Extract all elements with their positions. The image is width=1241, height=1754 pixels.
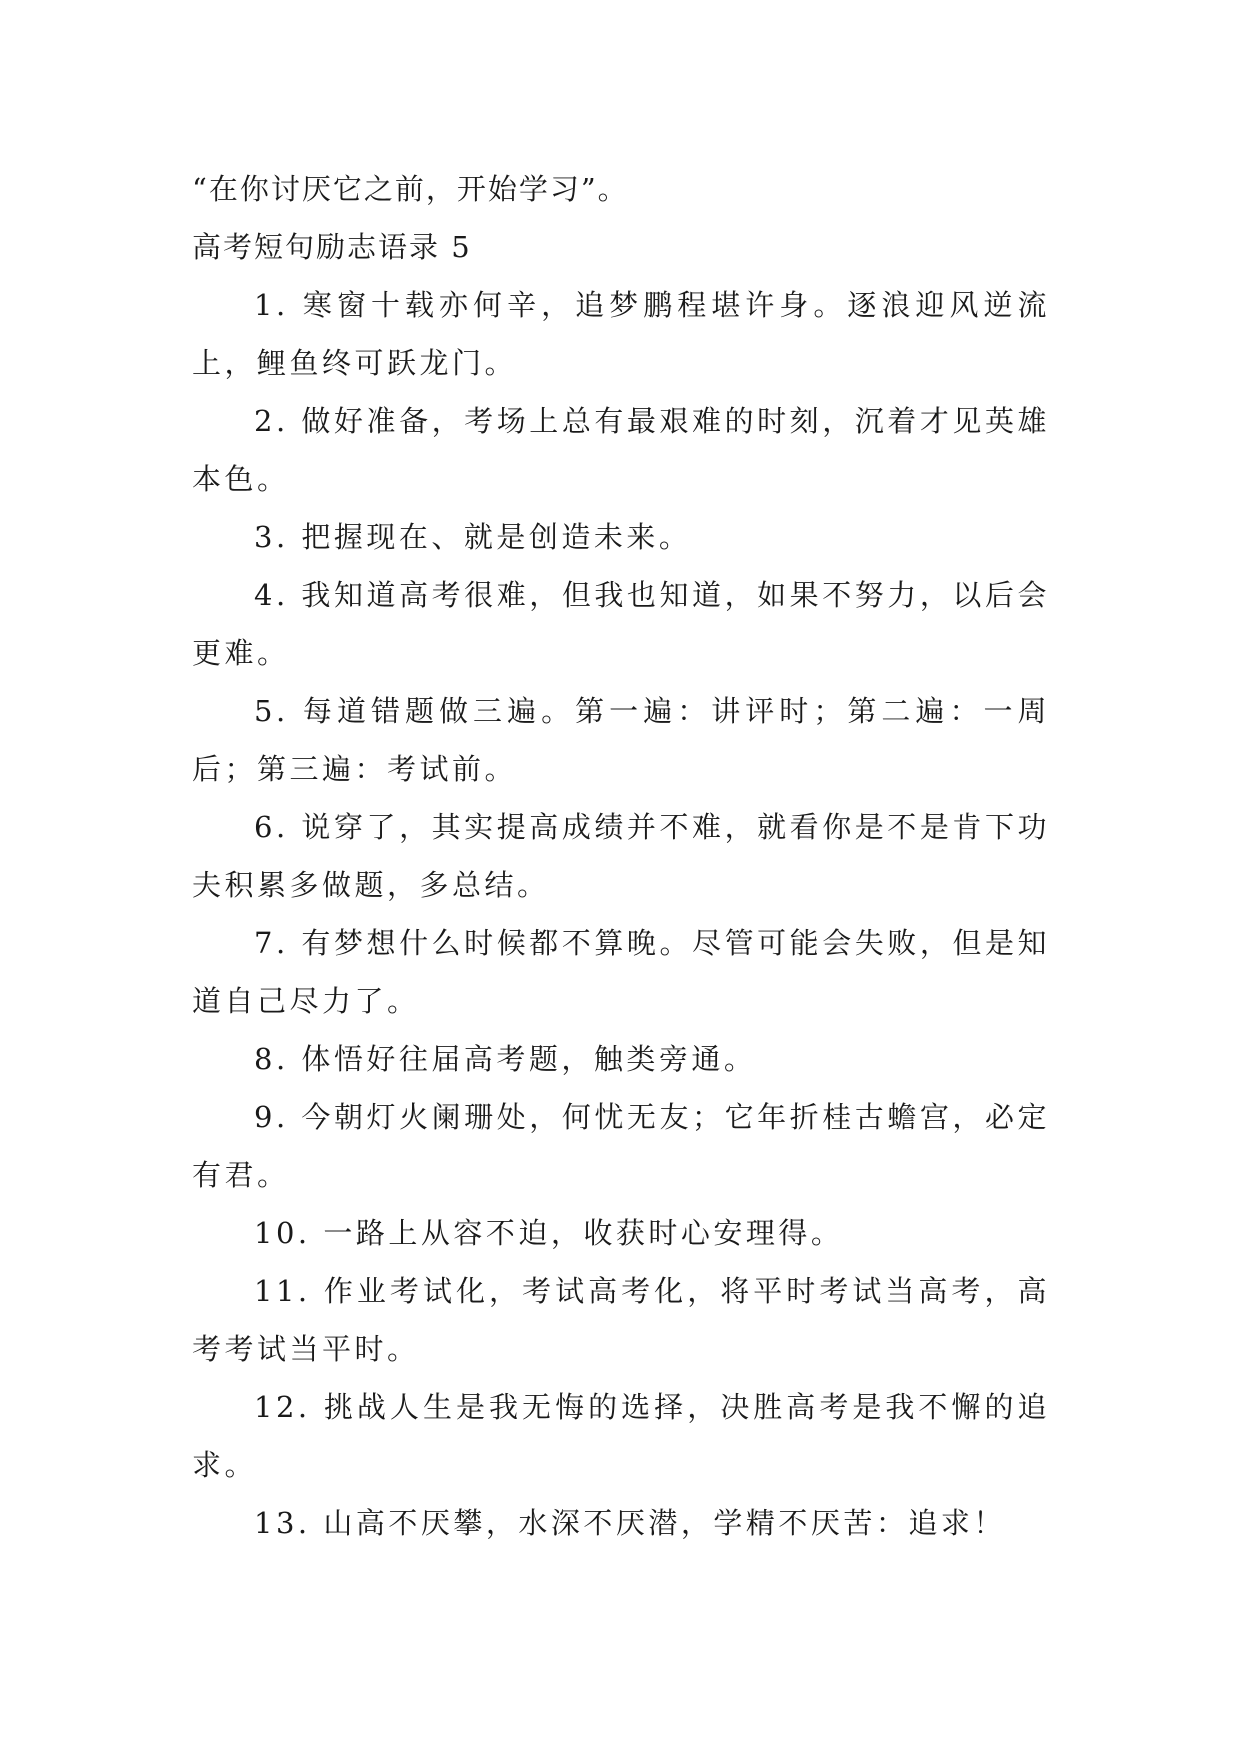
list-item: 2. 做好准备，考场上总有最艰难的时刻，沉着才见英雄本色。 bbox=[192, 404, 1050, 496]
list-item: 6. 说穿了，其实提高成绩并不难，就看你是不是肯下功夫积累多做题，多总结。 bbox=[192, 810, 1050, 902]
list-item: 8. 体悟好往届高考题，触类旁通。 bbox=[254, 1042, 757, 1076]
list-item: 1. 寒窗十载亦何辛，追梦鹏程堪许身。逐浪迎风逆流上，鲤鱼终可跃龙门。 bbox=[192, 288, 1050, 380]
opening-line: “在你讨厌它之前，开始学习”。 bbox=[192, 172, 629, 206]
list-item: 11. 作业考试化，考试高考化，将平时考试当高考，高考考试当平时。 bbox=[192, 1274, 1050, 1366]
list-item: 12. 挑战人生是我无悔的选择，决胜高考是我不懈的追求。 bbox=[192, 1390, 1050, 1482]
list-item: 9. 今朝灯火阑珊处，何忧无友；它年折桂古蟾宫，必定有君。 bbox=[192, 1100, 1050, 1192]
list-item: 10. 一路上从容不迫，收获时心安理得。 bbox=[254, 1216, 844, 1250]
section-title: 高考短句励志语录 5 bbox=[192, 230, 472, 264]
list-item: 3. 把握现在、就是创造未来。 bbox=[254, 520, 692, 554]
list-item: 7. 有梦想什么时候都不算晚。尽管可能会失败，但是知道自己尽力了。 bbox=[192, 926, 1050, 1018]
list-item: 13. 山高不厌攀，水深不厌潜，学精不厌苦：追求！ bbox=[254, 1506, 1006, 1540]
list-item: 5. 每道错题做三遍。第一遍：讲评时；第二遍：一周后；第三遍：考试前。 bbox=[192, 694, 1050, 786]
list-item: 4. 我知道高考很难，但我也知道，如果不努力，以后会更难。 bbox=[192, 578, 1050, 670]
document-page bbox=[192, 160, 1050, 1552]
